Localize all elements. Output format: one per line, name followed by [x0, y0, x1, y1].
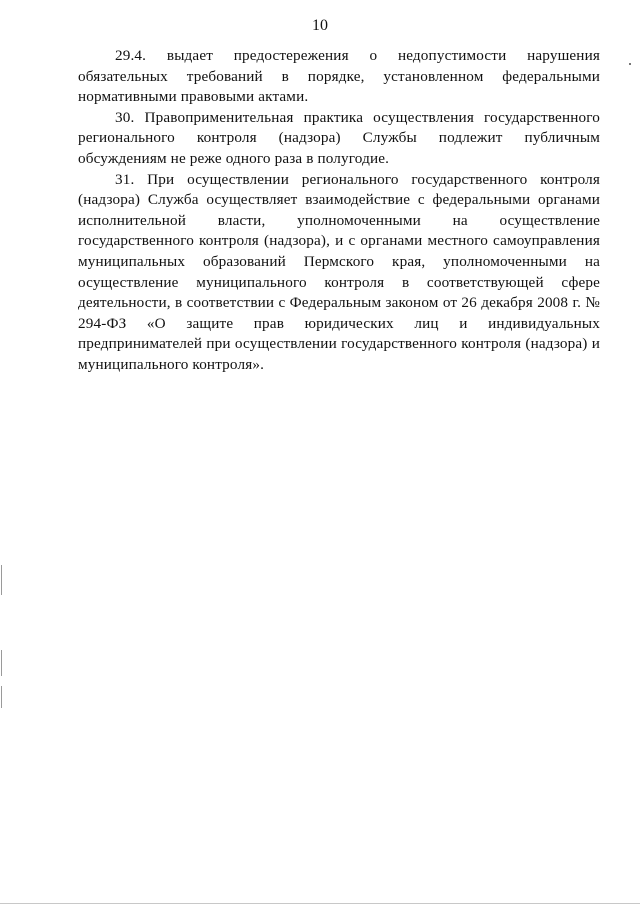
- paragraph-31: 31. При осуществлении регионального государственного контроля (надзора) Служба осуществляет взаимодействие с федеральными органами исполнительной власти, уполномоченными на осуществление государственного контроля (надзора), и с органами местного самоуправления муниципальных образований Пермского края, уполномоченными на осуществление муниципального контроля в соответствующей сфере деятельности, в соответствии с Федеральным законом от 26 декабря 2008 г. № 294-ФЗ «О защите прав юридических лиц и индивидуальных предпринимателей при осуществлении государственного контроля (надзора) и муниципального контроля».: [78, 170, 600, 373]
- page-number: 10: [312, 17, 328, 34]
- paragraph-30: 30. Правоприменительная практика осуществления государственного регионального контроля (надзора) Службы подлежит публичным обсуждениям не реже одного раза в полугодие.: [78, 108, 600, 167]
- document-body: [78, 46, 600, 376]
- scan-edge-mark: [1, 565, 2, 595]
- scan-edge-mark: [1, 650, 2, 676]
- paragraph-29-4: 29.4. выдает предостережения о недопустимости нарушения обязательных требований в порядке, установленном федеральными нормативными правовыми актами.: [78, 47, 600, 106]
- scan-speck: [629, 63, 631, 65]
- scan-edge-mark: [1, 686, 2, 708]
- scan-bottom-edge: [0, 903, 640, 904]
